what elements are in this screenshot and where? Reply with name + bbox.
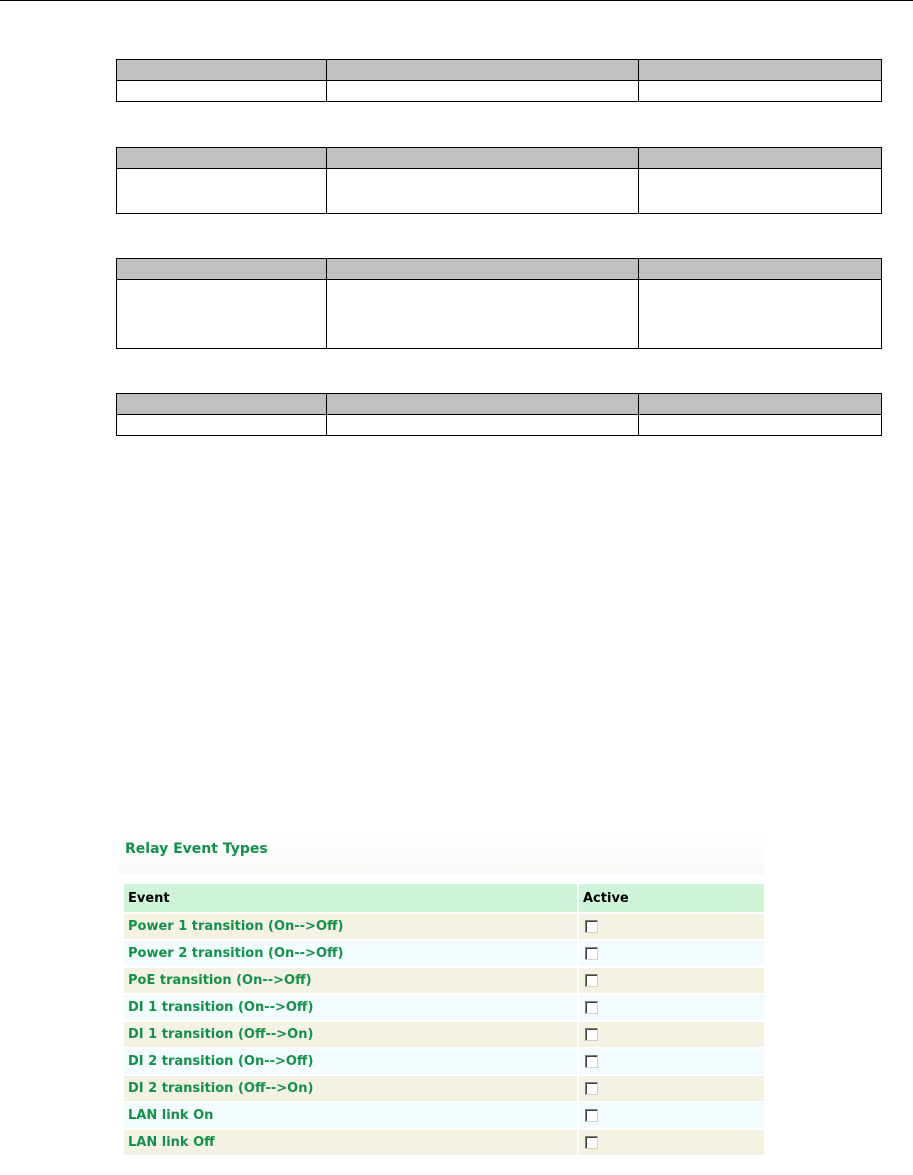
- table-cell: [327, 81, 639, 102]
- event-label: LAN link Off: [124, 1130, 577, 1155]
- event-active-cell: [577, 941, 764, 966]
- event-active-cell: [577, 1103, 764, 1128]
- active-column-header: Active: [577, 884, 764, 912]
- table-cell: [117, 280, 327, 349]
- relay-event-types-panel: [119, 834, 764, 1175]
- event-row: [124, 914, 764, 939]
- event-row: [124, 995, 764, 1020]
- table-header-cell: [327, 394, 639, 415]
- table-header-cell: [639, 60, 882, 81]
- table-cell: [327, 169, 639, 214]
- event-label: PoE transition (On-->Off): [124, 968, 577, 993]
- event-row: [124, 1022, 764, 1047]
- event-active-checkbox[interactable]: [585, 1109, 598, 1122]
- event-active-checkbox[interactable]: [585, 947, 598, 960]
- event-active-checkbox[interactable]: [585, 1136, 598, 1149]
- panel-title: Relay Event Types: [125, 841, 268, 857]
- table-header-cell: [639, 394, 882, 415]
- event-active-cell: [577, 1022, 764, 1047]
- table-cell: [639, 415, 882, 436]
- page-top-rule: [0, 0, 913, 1]
- event-label: DI 2 transition (On-->Off): [124, 1049, 577, 1074]
- event-row: [124, 941, 764, 966]
- table-cell: [117, 169, 327, 214]
- event-active-cell: [577, 1076, 764, 1101]
- event-label: DI 1 transition (Off-->On): [124, 1022, 577, 1047]
- event-label: Power 1 transition (On-->Off): [124, 914, 577, 939]
- table-cell: [639, 81, 882, 102]
- event-label: Power 2 transition (On-->Off): [124, 941, 577, 966]
- setting-table-3: [116, 258, 882, 349]
- table-header-cell: [117, 148, 327, 169]
- event-active-cell: [577, 995, 764, 1020]
- event-label: DI 2 transition (Off-->On): [124, 1076, 577, 1101]
- table-cell: [117, 81, 327, 102]
- setting-table-2: [116, 147, 882, 214]
- event-row: [124, 1130, 764, 1155]
- event-row: [124, 1103, 764, 1128]
- relay-event-table: [124, 882, 764, 1157]
- event-active-checkbox[interactable]: [585, 1082, 598, 1095]
- table-cell: [327, 280, 639, 349]
- event-active-cell: [577, 968, 764, 993]
- setting-table-1: [116, 59, 882, 102]
- table-cell: [117, 415, 327, 436]
- event-active-checkbox[interactable]: [585, 920, 598, 933]
- event-active-checkbox[interactable]: [585, 974, 598, 987]
- table-cell: [639, 280, 882, 349]
- panel-title-band: [119, 834, 764, 874]
- table-cell: [327, 415, 639, 436]
- table-header-cell: [327, 259, 639, 280]
- event-column-header: Event: [124, 884, 577, 912]
- event-active-checkbox[interactable]: [585, 1055, 598, 1068]
- event-active-checkbox[interactable]: [585, 1028, 598, 1041]
- event-row: [124, 1049, 764, 1074]
- table-header-cell: [117, 60, 327, 81]
- event-table-header: [124, 884, 764, 912]
- table-header-cell: [639, 148, 882, 169]
- table-header-cell: [327, 148, 639, 169]
- event-active-cell: [577, 1130, 764, 1155]
- setting-table-4: [116, 393, 882, 436]
- table-header-cell: [639, 259, 882, 280]
- event-active-cell: [577, 914, 764, 939]
- event-label: LAN link On: [124, 1103, 577, 1128]
- event-active-cell: [577, 1049, 764, 1074]
- table-header-cell: [117, 394, 327, 415]
- table-header-cell: [327, 60, 639, 81]
- event-row: [124, 968, 764, 993]
- event-active-checkbox[interactable]: [585, 1001, 598, 1014]
- event-row: [124, 1076, 764, 1101]
- event-label: DI 1 transition (On-->Off): [124, 995, 577, 1020]
- table-cell: [639, 169, 882, 214]
- table-header-cell: [117, 259, 327, 280]
